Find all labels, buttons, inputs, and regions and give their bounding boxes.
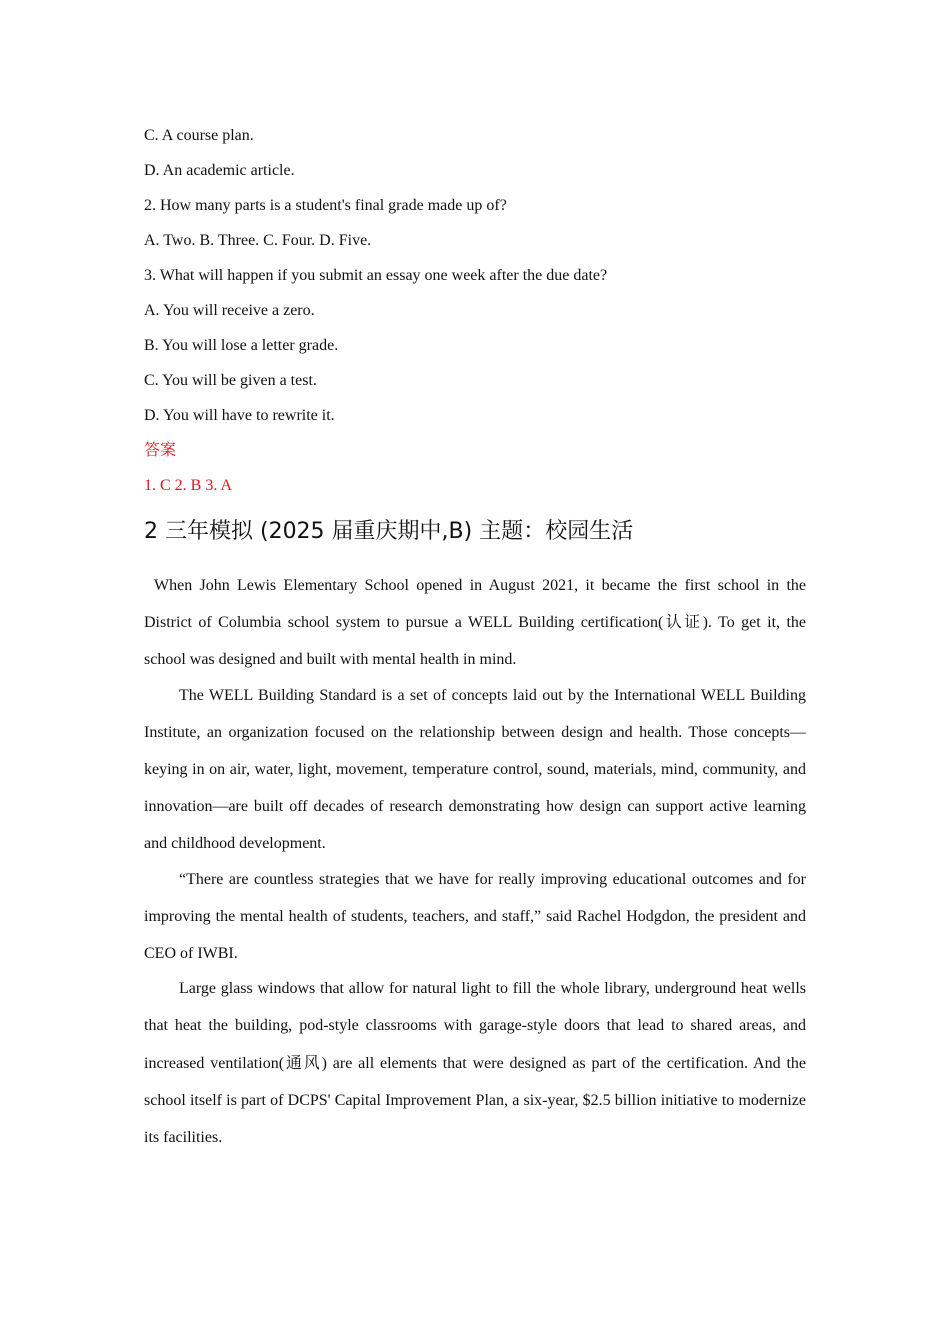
- passage-paragraph-1: When John Lewis Elementary School opened in August 2021, it became the first school in the District of Columbia school system to pursue a WELL Building certification(认证). To get it, the school was designed and built with mental health in mind.: [144, 577, 806, 669]
- q3-option-b: B. You will lose a letter grade.: [144, 337, 339, 354]
- q3-stem: 3. What will happen if you submit an essay one week after the due date?: [144, 267, 608, 284]
- answer-label: 答案: [144, 442, 177, 459]
- q1-option-c: C. A course plan.: [144, 127, 254, 144]
- q3-option-d: D. You will have to rewrite it.: [144, 407, 335, 424]
- answer-key: 1. C 2. B 3. A: [144, 477, 233, 494]
- document-page: [144, 118, 806, 1154]
- q2-stem: 2. How many parts is a student's final grade made up of?: [144, 197, 507, 214]
- q2-options: A. Two. B. Three. C. Four. D. Five.: [144, 232, 372, 249]
- passage-paragraph-4: Large glass windows that allow for natural light to fill the whole library, underground heat wells that heat the building, pod-style classrooms with garage-style doors that lead to shared areas, and increased ventilation(通风) are all elements that were designed as part of the certification. And the school itself is part of DCPS' Capital Improvement Plan, a six-year, $2.5 billion initiative to modernize its facilities.: [144, 980, 806, 1147]
- q3-option-a: A. You will receive a zero.: [144, 302, 315, 319]
- q1-option-d: D. An academic article.: [144, 162, 295, 179]
- q3-option-c: C. You will be given a test.: [144, 372, 317, 389]
- section-heading: 2 三年模拟 (2025 届重庆期中,B) 主题：校园生活: [144, 519, 634, 544]
- passage-paragraph-2: The WELL Building Standard is a set of concepts laid out by the International WELL Building Institute, an organization focused on the relationship between design and health. Those concepts—keying in on air, water, light, movement, temperature control, sound, materials, mind, community, and innovation—are built off decades of research demonstrating how design can support active learning and childhood development.: [144, 686, 806, 853]
- passage-paragraph-3: “There are countless strategies that we have for really improving educational outcomes and for improving the mental health of students, teachers, and staff,” said Rachel Hodgdon, the president and CEO of IWBI.: [144, 870, 806, 963]
